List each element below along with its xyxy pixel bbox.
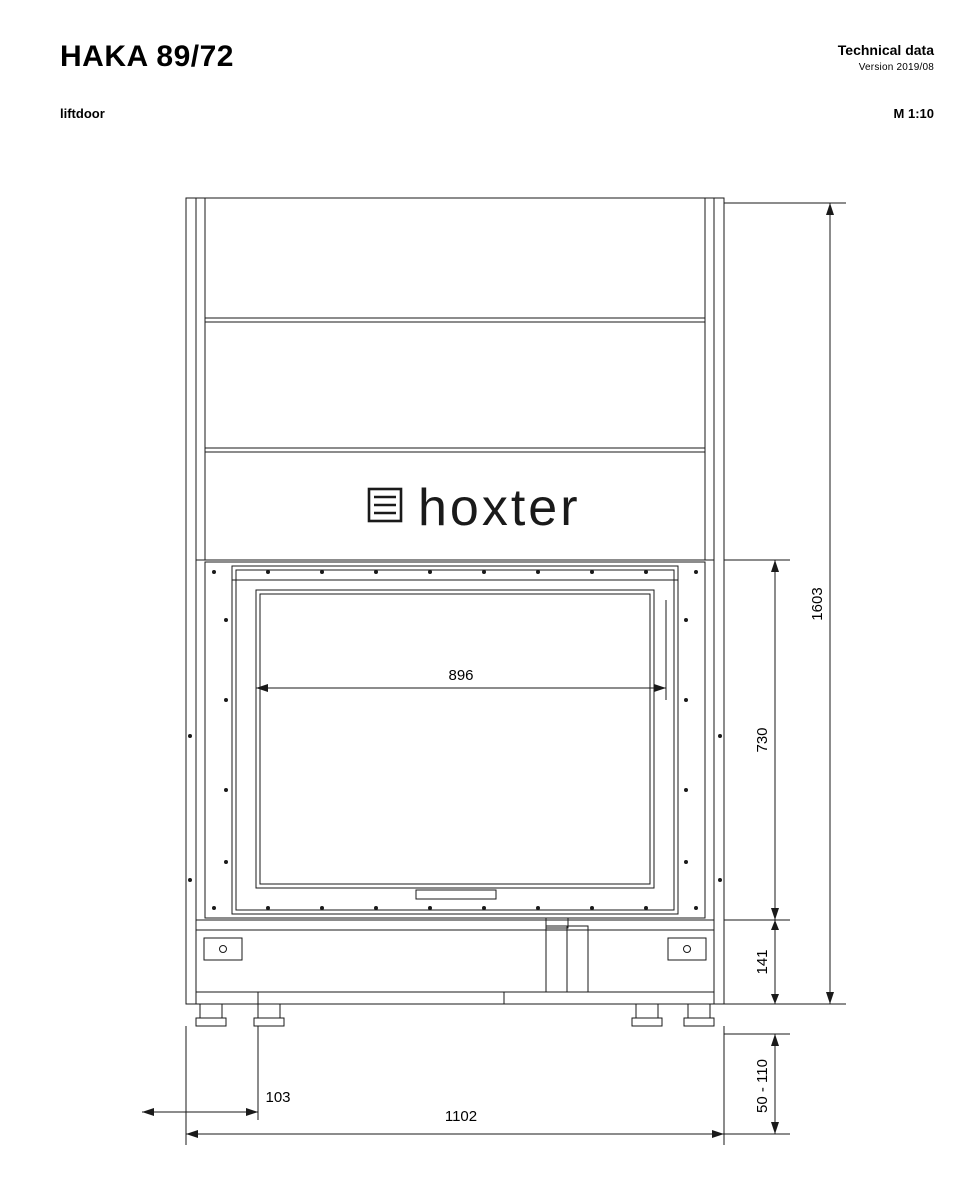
- right-bracket: [668, 938, 706, 960]
- technical-data-label: Technical data: [837, 42, 934, 58]
- dim-label-730: 730: [754, 727, 771, 753]
- version-label: Version 2019/08: [858, 62, 934, 73]
- dim-730: [771, 560, 779, 920]
- scale-label: M 1:10: [893, 106, 934, 121]
- hoxter-logo-text: hoxter: [418, 479, 581, 537]
- door-frame: [196, 560, 714, 920]
- hoxter-logo-mark: [369, 489, 401, 521]
- dim-141: [771, 920, 779, 1004]
- dim-label-1102: 1102: [444, 1108, 478, 1125]
- dim-1603: [826, 203, 834, 1004]
- page-title: HAKA 89/72: [60, 40, 234, 73]
- door-handle: [416, 890, 496, 899]
- frame-fasteners: [188, 570, 722, 910]
- dim-896: [256, 600, 666, 700]
- dim-label-foot-range: 50 - 110: [754, 1059, 771, 1113]
- hoxter-logo: [369, 489, 401, 521]
- dim-label-103: 103: [265, 1089, 291, 1106]
- dim-label-1603: 1603: [809, 587, 826, 621]
- dim-foot-range: [771, 1034, 779, 1134]
- dim-label-896: 896: [448, 667, 474, 684]
- left-bracket: [204, 938, 242, 960]
- adjustable-feet: [196, 1004, 714, 1026]
- page-subtitle: liftdoor: [60, 106, 105, 121]
- glass-pane: [256, 590, 654, 888]
- lower-band: [196, 918, 714, 1004]
- dim-label-141: 141: [754, 949, 771, 975]
- dim-1102: [186, 1026, 724, 1145]
- dim-103: [142, 1026, 258, 1120]
- appliance-body-outline: [186, 198, 724, 1004]
